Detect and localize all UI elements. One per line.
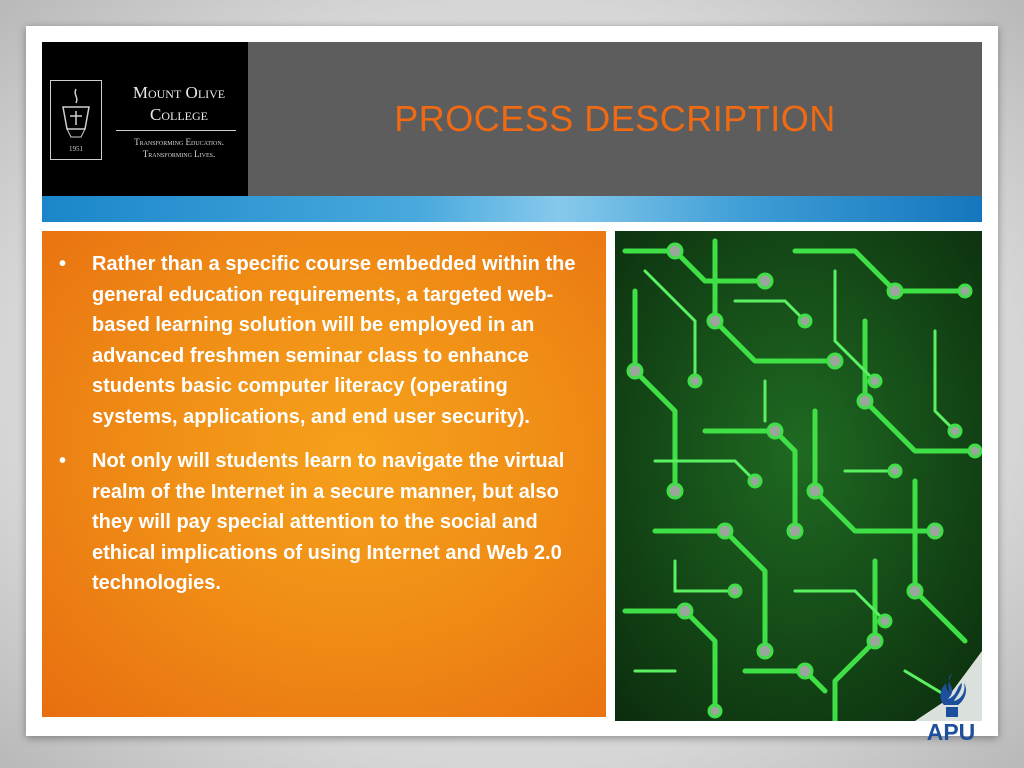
college-name: [114, 82, 244, 126]
apu-logo: [916, 671, 986, 746]
tagline-line2: Transforming Lives.: [142, 149, 216, 159]
bullet-text: Not only will students learn to navigate the virtual realm of the Internet in a secure manner, but also they will pay special attention to the social and ethical implications of using Internet and Web 2.0 technologies.: [92, 450, 565, 594]
bullet-item: [56, 249, 586, 432]
bullet-text: Rather than a specific course embedded within the general education requirements, a targeted web-based learning solution will be employed in an advanced freshmen seminar class to enhance students basic computer literacy (operating systems, applications, and end user security).: [92, 253, 576, 428]
content-panel: [42, 231, 606, 717]
college-name-line1: Mount Olive: [132, 83, 226, 102]
college-name-line2: College: [150, 105, 208, 124]
college-seal-icon: [50, 80, 102, 160]
logo-divider: [116, 130, 236, 131]
accent-bar: [42, 196, 982, 222]
circuit-board-image: [615, 231, 982, 721]
slide-header: [42, 42, 982, 196]
bullet-marker: •: [59, 450, 67, 472]
bullet-marker: •: [59, 253, 67, 275]
apu-logo-text: APU: [926, 719, 976, 745]
page-title: PROCESS DESCRIPTION: [394, 98, 836, 139]
college-tagline: [114, 136, 244, 160]
seal-year: 1951: [69, 145, 83, 153]
college-logo: [42, 42, 248, 196]
bullet-item: [56, 446, 586, 599]
slide: [26, 26, 998, 745]
torch-flame-icon: [916, 671, 986, 719]
tagline-line1: Transforming Education.: [134, 137, 224, 147]
